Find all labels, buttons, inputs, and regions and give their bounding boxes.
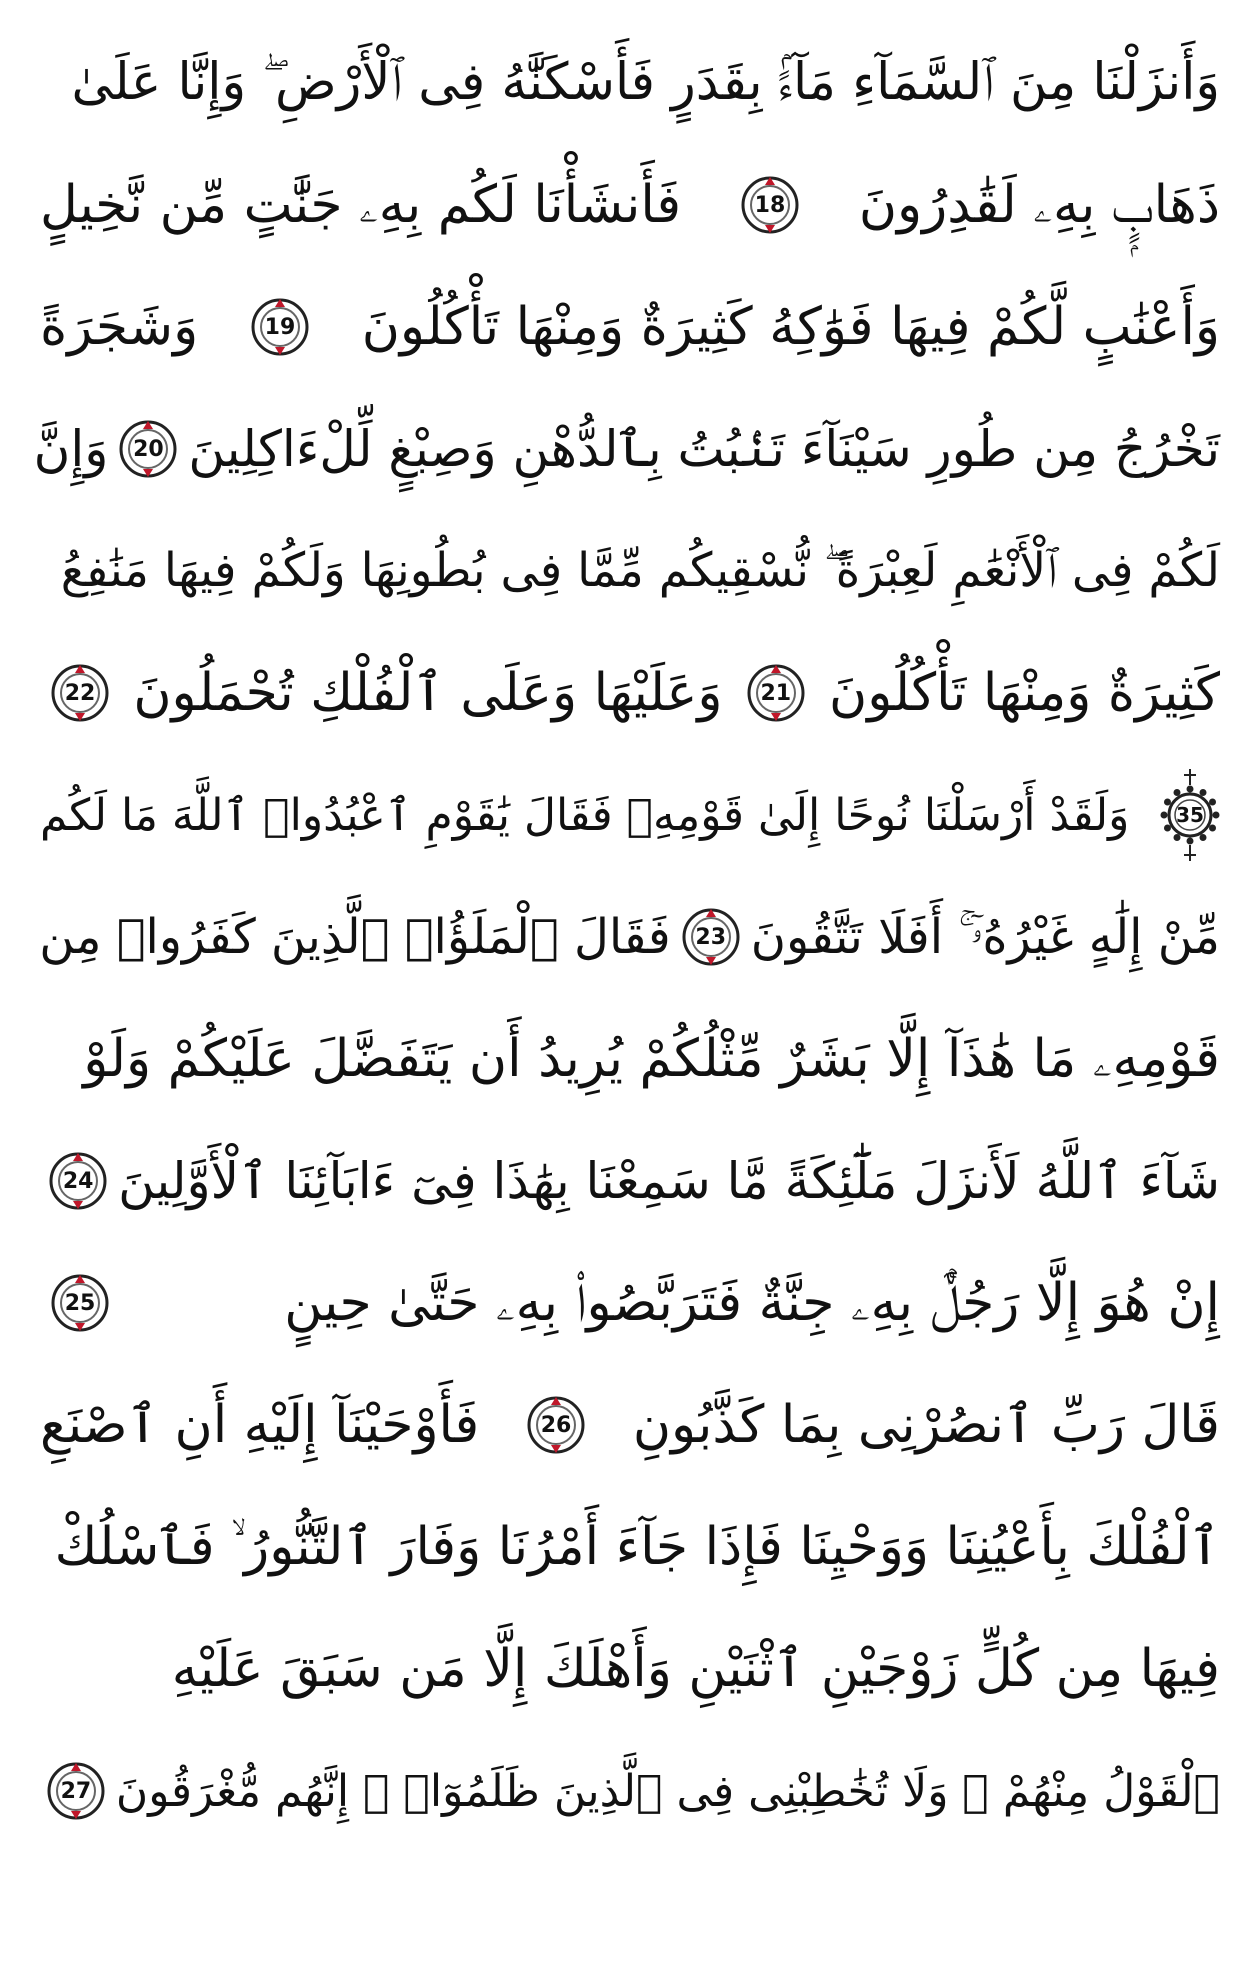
verse-lines <box>33 22 1220 1852</box>
ayah-number-marker <box>46 1761 106 1821</box>
verse-text: ٱلْقَوْلُ مِنْهُمْ ۖ وَلَا تُخَٰطِبْنِى فِى ٱلَّذِينَ ظَلَمُوٓا۟ ۖ إِنَّهُم مُّغْرَقُونَ <box>115 1765 1220 1817</box>
verse-line <box>40 510 1220 632</box>
ayah-number: 26 <box>540 1412 572 1438</box>
ayah-number: 23 <box>695 924 727 950</box>
verse-text: وَعَلَيْهَا وَعَلَى ٱلْفُلْكِ تُحْمَلُونَ <box>133 663 723 723</box>
verse-text: كَثِيرَةٌ وَمِنْهَا تَأْكُلُونَ <box>829 663 1220 723</box>
ayah-number: 18 <box>754 192 786 218</box>
ayah-number-marker <box>50 1273 110 1333</box>
verse-line <box>40 998 1220 1120</box>
ayah-number-marker <box>50 663 110 723</box>
verse-line <box>40 1730 1220 1852</box>
verse-text: وَشَجَرَةً <box>40 297 199 357</box>
verse-line <box>40 22 1220 144</box>
verse-text: وَأَعْنَٰبٍ لَّكُمْ فِيهَا فَوَٰكِهُ كَثِيرَةٌ وَمِنْهَا تَأْكُلُونَ <box>361 297 1220 357</box>
verse-line <box>40 1486 1220 1608</box>
ayah-number: 21 <box>760 680 792 706</box>
verse-line <box>40 1364 1220 1486</box>
ayah-number: 25 <box>64 1290 96 1316</box>
verse-text: تَخْرُجُ مِن طُورِ سَيْنَآءَ تَنۢبُتُ بِٱلدُّهْنِ وَصِبْغٍ لِّلْءَاكِلِينَ <box>188 420 1220 478</box>
verse-text: وَأَنزَلْنَا مِنَ ٱلسَّمَآءِ مَآءًۢ بِقَدَرٍ فَأَسْكَنَّٰهُ فِى ٱلْأَرْضِ ۖ وَإِنَّا عَلَىٰ <box>71 53 1220 112</box>
ayah-number: 24 <box>62 1168 94 1194</box>
verse-text: قَوْمِهِۦ مَا هَٰذَآ إِلَّا بَشَرٌ مِّثْلُكُمْ يُرِيدُ أَن يَتَفَضَّلَ عَلَيْكُمْ وَلَوْ <box>83 1028 1220 1089</box>
verse-text: وَلَقَدْ أَرْسَلْنَا نُوحًا إِلَىٰ قَوْمِهِۦ فَقَالَ يَٰقَوْمِ ٱعْبُدُوا۟ ٱللَّهَ مَا لَكُم <box>40 789 1130 841</box>
hizb-marker <box>1160 767 1220 863</box>
ayah-number-marker <box>681 907 741 967</box>
verse-text: مِّنْ إِلَٰهٍ غَيْرُهُۥٓ ۚ أَفَلَا تَتَّقُونَ <box>750 908 1220 965</box>
verse-line <box>40 876 1220 998</box>
verse-line <box>33 388 1220 510</box>
verse-text: فَأَوْحَيْنَآ إِلَيْهِ أَنِ ٱصْنَعِ <box>40 1395 480 1455</box>
verse-line <box>40 266 1220 388</box>
verse-text: وَإِنَّ <box>33 420 109 478</box>
verse-line <box>40 1608 1220 1730</box>
verse-line <box>40 1120 1220 1242</box>
verse-text: ذَهَابٍۭ بِهِۦ لَقَٰدِرُونَ <box>858 174 1220 235</box>
ayah-number: 19 <box>264 314 296 340</box>
verse-line <box>40 144 1220 266</box>
verse-line <box>40 632 1220 754</box>
verse-line <box>40 754 1220 876</box>
hizb-number: 35 <box>1176 803 1204 827</box>
verse-text: إِنْ هُوَ إِلَّا رَجُلٌۢ بِهِۦ جِنَّةٌ فَتَرَبَّصُوا۟ بِهِۦ حَتَّىٰ حِينٍ <box>284 1272 1220 1333</box>
verse-text: شَآءَ ٱللَّهُ لَأَنزَلَ مَلَٰٓئِكَةً مَّا سَمِعْنَا بِهَٰذَا فِىٓ ءَابَآئِنَا ٱلْأَوَّلِينَ <box>118 1152 1220 1210</box>
ayah-number-marker <box>526 1395 586 1455</box>
ayah-number: 27 <box>60 1778 92 1804</box>
verse-line <box>40 1242 1220 1364</box>
ayah-number-marker <box>740 175 800 235</box>
verse-text: فَقَالَ ٱلْمَلَؤُا۟ ٱلَّذِينَ كَفَرُوا۟ مِن <box>39 909 671 965</box>
ayah-number: 20 <box>133 436 164 462</box>
ayah-number-marker <box>118 419 178 479</box>
verse-text: قَالَ رَبِّ ٱنصُرْنِى بِمَا كَذَّبُونِ <box>632 1395 1220 1455</box>
verse-text: فَأَنشَأْنَا لَكُم بِهِۦ جَنَّٰتٍ مِّن نَّخِيلٍ <box>40 174 682 235</box>
ayah-number-marker <box>746 663 806 723</box>
ayah-number-marker <box>250 297 310 357</box>
ayah-number: 22 <box>64 680 96 706</box>
verse-text: ٱلْفُلْكَ بِأَعْيُنِنَا وَوَحْيِنَا فَإِذَا جَآءَ أَمْرُنَا وَفَارَ ٱلتَّنُّورُ ۙ فَٱسْلُكْ <box>54 1516 1220 1577</box>
verse-text: فِيهَا مِن كُلٍّ زَوْجَيْنِ ٱثْنَيْنِ وَأَهْلَكَ إِلَّا مَن سَبَقَ عَلَيْهِ <box>171 1639 1220 1699</box>
ayah-number-marker <box>48 1151 108 1211</box>
verse-text: لَكُمْ فِى ٱلْأَنْعَٰمِ لَعِبْرَةً ۖ نُّسْقِيكُم مِّمَّا فِى بُطُونِهَا وَلَكُمْ فِيهَا مَنَٰفِعُ <box>60 543 1220 598</box>
